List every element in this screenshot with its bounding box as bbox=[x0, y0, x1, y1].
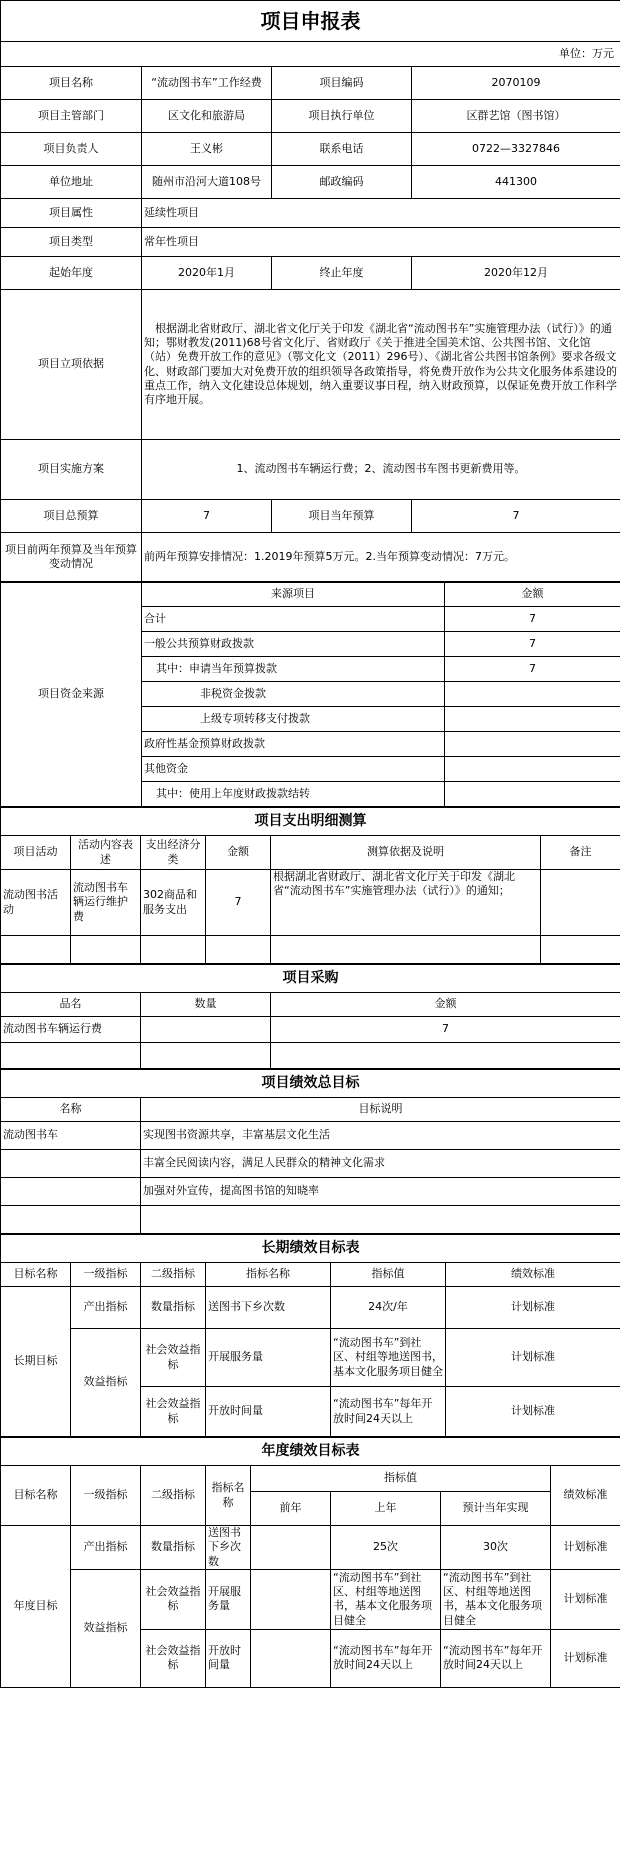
expense-cell: 流动图书活动 bbox=[1, 870, 71, 936]
attr-value: 延续性项目 bbox=[142, 199, 620, 228]
funding-row: 上级专项转移支付拨款 bbox=[142, 707, 445, 732]
annual-current: 30次 bbox=[441, 1526, 551, 1570]
performance-header: 名称 bbox=[1, 1098, 141, 1122]
table-row bbox=[1, 1043, 620, 1069]
zip-value: 441300 bbox=[412, 166, 620, 199]
annual-header: 一级指标 bbox=[71, 1466, 141, 1526]
funding-amount bbox=[445, 707, 620, 732]
annual-standard: 计划标准 bbox=[551, 1569, 620, 1629]
start-year-label: 起始年度 bbox=[1, 257, 142, 290]
project-name-value: “流动图书车”工作经费 bbox=[142, 67, 272, 100]
annual-table bbox=[0, 1437, 620, 1688]
long-term-indicator: 开放时间量 bbox=[206, 1387, 331, 1437]
annual-standard: 计划标准 bbox=[551, 1526, 620, 1570]
start-year-value: 2020年1月 bbox=[142, 257, 272, 290]
long-term-table bbox=[0, 1234, 620, 1437]
dept-value: 区文化和旅游局 bbox=[142, 100, 272, 133]
annual-header: 绩效标准 bbox=[551, 1466, 620, 1526]
annual-last: “流动图书车”到社区、村组等地送图书，基本文化服务项目健全 bbox=[331, 1569, 441, 1629]
performance-header: 目标说明 bbox=[141, 1098, 620, 1122]
type-value: 常年性项目 bbox=[142, 228, 620, 257]
procurement-header: 品名 bbox=[1, 993, 141, 1017]
table-row bbox=[1, 1287, 620, 1329]
basic-info-table bbox=[0, 0, 620, 582]
funding-amount bbox=[445, 682, 620, 707]
long-term-value: “流动图书车”每年开放时间24天以上 bbox=[331, 1387, 446, 1437]
funding-source-header: 来源项目 bbox=[142, 583, 445, 607]
long-term-header: 一级指标 bbox=[71, 1263, 141, 1287]
leader-label: 项目负责人 bbox=[1, 133, 142, 166]
procurement-header: 金额 bbox=[271, 993, 620, 1017]
annual-prev bbox=[251, 1569, 331, 1629]
long-term-value: “流动图书车”到社区、村组等地送图书，基本文化服务项目健全 bbox=[331, 1329, 446, 1387]
table-row bbox=[1, 1017, 620, 1043]
long-term-level2: 社会效益指标 bbox=[141, 1329, 206, 1387]
funding-row: 非税资金拨款 bbox=[142, 682, 445, 707]
annual-header: 指标名称 bbox=[206, 1466, 251, 1526]
expense-header: 备注 bbox=[541, 836, 620, 870]
procurement-cell: 流动图书车辆运行费 bbox=[1, 1017, 141, 1043]
procurement-header: 数量 bbox=[141, 993, 271, 1017]
budget-change-text: 前两年预算安排情况：1.2019年预算5万元。2.当年预算变动情况：7万元。 bbox=[142, 533, 620, 582]
basis-label: 项目立项依据 bbox=[1, 290, 142, 440]
funding-row: 合计 bbox=[142, 607, 445, 632]
funding-row: 其他资金 bbox=[142, 757, 445, 782]
exec-unit-value: 区群艺馆（图书馆） bbox=[412, 100, 620, 133]
expense-header: 测算依据及说明 bbox=[271, 836, 541, 870]
annual-header: 目标名称 bbox=[1, 1466, 71, 1526]
long-term-level2: 社会效益指标 bbox=[141, 1387, 206, 1437]
annual-last: 25次 bbox=[331, 1526, 441, 1570]
performance-table bbox=[0, 1069, 620, 1234]
long-term-indicator: 开展服务量 bbox=[206, 1329, 331, 1387]
expense-cell: 根据湖北省财政厅、湖北省文化厅关于印发《湖北省“流动图书车”实施管理办法（试行）》的通知； bbox=[271, 870, 541, 936]
procurement-cell bbox=[141, 1017, 271, 1043]
funding-table bbox=[0, 582, 620, 807]
table-row bbox=[1, 936, 620, 964]
annual-prev bbox=[251, 1629, 331, 1687]
plan-text: 1、流动图书车辆运行费；2、流动图书车图书更新费用等。 bbox=[142, 440, 620, 500]
expense-header: 项目活动 bbox=[1, 836, 71, 870]
project-code-label: 项目编码 bbox=[272, 67, 412, 100]
long-term-header: 绩效标准 bbox=[446, 1263, 620, 1287]
expense-cell: 流动图书车辆运行维护费 bbox=[71, 870, 141, 936]
dept-label: 项目主管部门 bbox=[1, 100, 142, 133]
page-title: 项目申报表 bbox=[1, 1, 620, 42]
funding-row: 政府性基金预算财政拨款 bbox=[142, 732, 445, 757]
annual-level2: 社会效益指标 bbox=[141, 1629, 206, 1687]
annual-section-title: 年度绩效目标表 bbox=[1, 1438, 620, 1466]
performance-name: 流动图书车 bbox=[1, 1122, 141, 1150]
performance-section-title: 项目绩效总目标 bbox=[1, 1070, 620, 1098]
annual-subheader: 前年 bbox=[251, 1492, 331, 1526]
long-term-header: 指标名称 bbox=[206, 1263, 331, 1287]
year-budget-label: 项目当年预算 bbox=[272, 500, 412, 533]
long-term-level2: 数量指标 bbox=[141, 1287, 206, 1329]
long-term-standard: 计划标准 bbox=[446, 1387, 620, 1437]
funding-amount: 7 bbox=[445, 657, 620, 682]
funding-amount bbox=[445, 782, 620, 807]
procurement-section-title: 项目采购 bbox=[1, 965, 620, 993]
table-row bbox=[1, 1526, 620, 1570]
annual-level1: 产出指标 bbox=[71, 1526, 141, 1570]
funding-amount: 7 bbox=[445, 607, 620, 632]
funding-amount bbox=[445, 732, 620, 757]
total-budget-value: 7 bbox=[142, 500, 272, 533]
zip-label: 邮政编码 bbox=[272, 166, 412, 199]
annual-subheader: 预计当年实现 bbox=[441, 1492, 551, 1526]
annual-level2: 数量指标 bbox=[141, 1526, 206, 1570]
annual-standard: 计划标准 bbox=[551, 1629, 620, 1687]
annual-indicator: 开放时间量 bbox=[206, 1629, 251, 1687]
annual-header: 二级指标 bbox=[141, 1466, 206, 1526]
end-year-value: 2020年12月 bbox=[412, 257, 620, 290]
annual-level2: 社会效益指标 bbox=[141, 1569, 206, 1629]
project-code-value: 2070109 bbox=[412, 67, 620, 100]
long-term-header: 指标值 bbox=[331, 1263, 446, 1287]
expense-header: 活动内容表述 bbox=[71, 836, 141, 870]
annual-target: 年度目标 bbox=[1, 1526, 71, 1688]
address-value: 随州市沿河大道108号 bbox=[142, 166, 272, 199]
annual-current: “流动图书车”到社区、村组等地送图书，基本文化服务项目健全 bbox=[441, 1569, 551, 1629]
annual-indicator: 送图书下乡次数 bbox=[206, 1526, 251, 1570]
expense-cell: 7 bbox=[206, 870, 271, 936]
total-budget-label: 项目总预算 bbox=[1, 500, 142, 533]
end-year-label: 终止年度 bbox=[272, 257, 412, 290]
annual-prev bbox=[251, 1526, 331, 1570]
funding-row: 其中：使用上年度财政拨款结转 bbox=[142, 782, 445, 807]
procurement-cell: 7 bbox=[271, 1017, 620, 1043]
funding-amount-header: 金额 bbox=[445, 583, 620, 607]
expense-header: 支出经济分类 bbox=[141, 836, 206, 870]
annual-indicator: 开展服务量 bbox=[206, 1569, 251, 1629]
expense-section-title: 项目支出明细测算 bbox=[1, 808, 620, 836]
table-row bbox=[1, 1329, 620, 1387]
performance-goal: 实现图书资源共享，丰富基层文化生活 bbox=[141, 1122, 620, 1150]
funding-row: 一般公共预算财政拨款 bbox=[142, 632, 445, 657]
annual-level1: 效益指标 bbox=[71, 1569, 141, 1687]
expense-header: 金额 bbox=[206, 836, 271, 870]
phone-value: 0722—3327846 bbox=[412, 133, 620, 166]
unit-label: 单位：万元 bbox=[1, 42, 620, 67]
annual-last: “流动图书车”每年开放时间24天以上 bbox=[331, 1629, 441, 1687]
long-term-standard: 计划标准 bbox=[446, 1329, 620, 1387]
table-row bbox=[1, 1569, 620, 1629]
performance-goal: 丰富全民阅读内容，满足人民群众的精神文化需求 bbox=[141, 1150, 620, 1178]
attr-label: 项目属性 bbox=[1, 199, 142, 228]
annual-current: “流动图书车”每年开放时间24天以上 bbox=[441, 1629, 551, 1687]
year-budget-value: 7 bbox=[412, 500, 620, 533]
long-term-value: 24次/年 bbox=[331, 1287, 446, 1329]
long-term-level1: 效益指标 bbox=[71, 1329, 141, 1437]
long-term-section-title: 长期绩效目标表 bbox=[1, 1235, 620, 1263]
table-row bbox=[1, 870, 620, 936]
funding-amount bbox=[445, 757, 620, 782]
funding-amount: 7 bbox=[445, 632, 620, 657]
expense-table bbox=[0, 807, 620, 964]
leader-value: 王义彬 bbox=[142, 133, 272, 166]
expense-cell: 302商品和服务支出 bbox=[141, 870, 206, 936]
long-term-target: 长期目标 bbox=[1, 1287, 71, 1437]
funding-label: 项目资金来源 bbox=[1, 583, 142, 807]
project-name-label: 项目名称 bbox=[1, 67, 142, 100]
address-label: 单位地址 bbox=[1, 166, 142, 199]
long-term-header: 二级指标 bbox=[141, 1263, 206, 1287]
funding-row: 其中：申请当年预算拨款 bbox=[142, 657, 445, 682]
type-label: 项目类型 bbox=[1, 228, 142, 257]
annual-header: 指标值 bbox=[251, 1466, 551, 1492]
phone-label: 联系电话 bbox=[272, 133, 412, 166]
long-term-header: 目标名称 bbox=[1, 1263, 71, 1287]
annual-subheader: 上年 bbox=[331, 1492, 441, 1526]
expense-cell bbox=[541, 870, 620, 936]
long-term-standard: 计划标准 bbox=[446, 1287, 620, 1329]
basis-text: 根据湖北省财政厅、湖北省文化厅关于印发《湖北省“流动图书车”实施管理办法（试行）》的通知；鄂财教发(2011)68号省文化厅、省财政厅《关于推进全国美术馆、公共图书馆、文化馆（站）免费开放工作的意见》（鄂文化文（2011）296号）、《湖北省公共图书馆条例》要求各级文化、财政部门要加大对免费开放的组织领导各政策指导，将免费开放作为公共文化服务体系建设的重点工作，纳入文化建设总体规划，纳入重要议事日程，纳入财政预算，以保证免费开放工作科学有序地开展。 bbox=[142, 290, 620, 440]
performance-goal: 加强对外宣传，提高图书馆的知晓率 bbox=[141, 1178, 620, 1206]
long-term-indicator: 送图书下乡次数 bbox=[206, 1287, 331, 1329]
procurement-table bbox=[0, 964, 620, 1069]
exec-unit-label: 项目执行单位 bbox=[272, 100, 412, 133]
budget-change-label: 项目前两年预算及当年预算变动情况 bbox=[1, 533, 142, 582]
plan-label: 项目实施方案 bbox=[1, 440, 142, 500]
long-term-level1: 产出指标 bbox=[71, 1287, 141, 1329]
